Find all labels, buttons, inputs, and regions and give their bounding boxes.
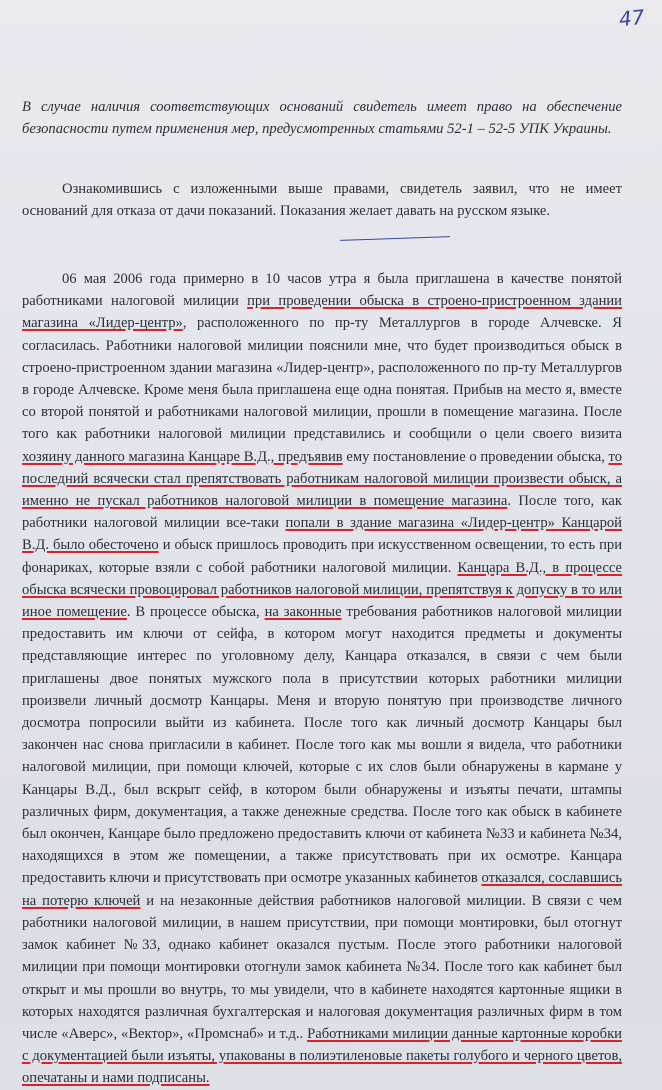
intro-paragraph: Ознакомившись с изложенными выше правами, свидетель заявил, что не имеет оснований для отказа от дачи показаний. Показания желает давать на русском языке. [22,181,622,219]
underlined-run: Канцара В.Д., в процессе обыска всячески провоцировал работников налоговой милиции, препятствуя к допуску в то или иное помещение [22,559,622,621]
text-run: 06 мая 2006 года примерно в 10 часов утра я была приглашена в качестве понятой работниками налоговой милиции [22,271,622,310]
text-run: . В процессе обыска, [126,604,265,621]
underlined-run: при проведении обыска в строено-пристроенном здании магазина «Лидер-центр» [22,293,622,332]
underlined-run: хозяину данного магазина Канцаре В.Д., предъявив [22,448,343,465]
page-number: 47 [617,4,646,32]
text-run: требования работников налоговой милиции предоставить им ключи от сейфа, в котором могут находится предметы и документы представляющие интерес по уголовному делу, Канцара отказался, в связи с чем были приглашены двое понятых мужского пола в присутствии которых работники милиции произвели личный досмотр Канцары. Меня и вторую понятую при производстве личного досмотра попросили выйти из кабинета. После того как личный досмотр Канцары был закончен нас снова пригласили в кабинет. После того как мы вошли я видела, что работники налоговой милиции, при помощи ключей, которые с их слов были обнаружены в кармане у Канцары В.Д., был вскрыт сейф, в котором были обнаружены и изъяты печати, штампы различных фирм, документация, а также денежные средства. После того как обыск в кабинете был окончен, Канцаре было предложено предоставить ключи от кабинета №33 и кабинета №34, находящихся в этом же помещении, а также присутствовать при их осмотре. Канцара предоставить ключи и присутствовать при осмотре указанных кабинетов [22,604,622,887]
text-run: , расположенного по пр-ту Металлургов в городе Алчевске. Я согласилась. Работники налоговой милиции пояснили мне, что будет производиться обыск в строено-пристроенном здании магазина «Лидер-центр», расположенного по пр-ту Металлургов в городе Алчевске. Кроме меня была приглашена еще одна понятая. Прибыв на место я, вместе со второй понятой и работниками налоговой милиции, прошли в помещение магазина. После того как работники налоговой милиции представились и сообщили о цели своего визита [22,315,622,443]
text-run: и на незаконные действия работников налоговой милиции. В связи с чем работники налоговой милиции, в нашем присутствии, при помощи монтировки, был отогнут замок кабинет №33, однако кабинет оказался пустым. После этого работники налоговой милиции при помощи монтировки отогнули замок кабинета №34. После того как кабинет был открыт и мы прошли во внутрь, то мы увидели, что в кабинете находятся картонные ящики в которых находятся различная бухгалтерская и налоговая документация различных фирм в том числе «Аверс», «Вектор», «Промснаб» и т.д.. [22,892,622,1042]
underlined-run: отказался, сославшись на потерю ключей [22,870,622,909]
underlined-run: на законные [264,604,342,621]
underlined-run: Работниками милиции данные картонные коробки с документацией были изъяты, упакованы в полиэтиленовые пакеты голубого и черного цветов, опечатаны и нами подписаны. [22,1025,622,1087]
text-run: . После того, как работники налоговой милиции все-таки [22,493,622,532]
signature-line [340,236,450,241]
rights-notice: В случае наличия соответствующих оснований свидетель имеет право на обеспечение безопасности путем применения мер, предусмотренных статьями 52-1 – 52-5 УПК Украины. [22,99,622,137]
text-run: ему постановление о проведении обыска, [342,448,609,465]
testimony-paragraph [22,268,622,1090]
underlined-run: попали в здание магазина «Лидер-центр» Канцарой В.Д. было обесточено [22,515,622,554]
text-run: и обыск пришлось проводить при искусственном освещении, то есть при фонариках, которые взяли с собой работники налоговой милиции. [22,537,623,576]
underlined-run: то последний всячески стал препятствовать работникам налоговой милиции произвести обыск, а именно не пускал работников налоговой милиции в помещение магазина [22,448,622,510]
